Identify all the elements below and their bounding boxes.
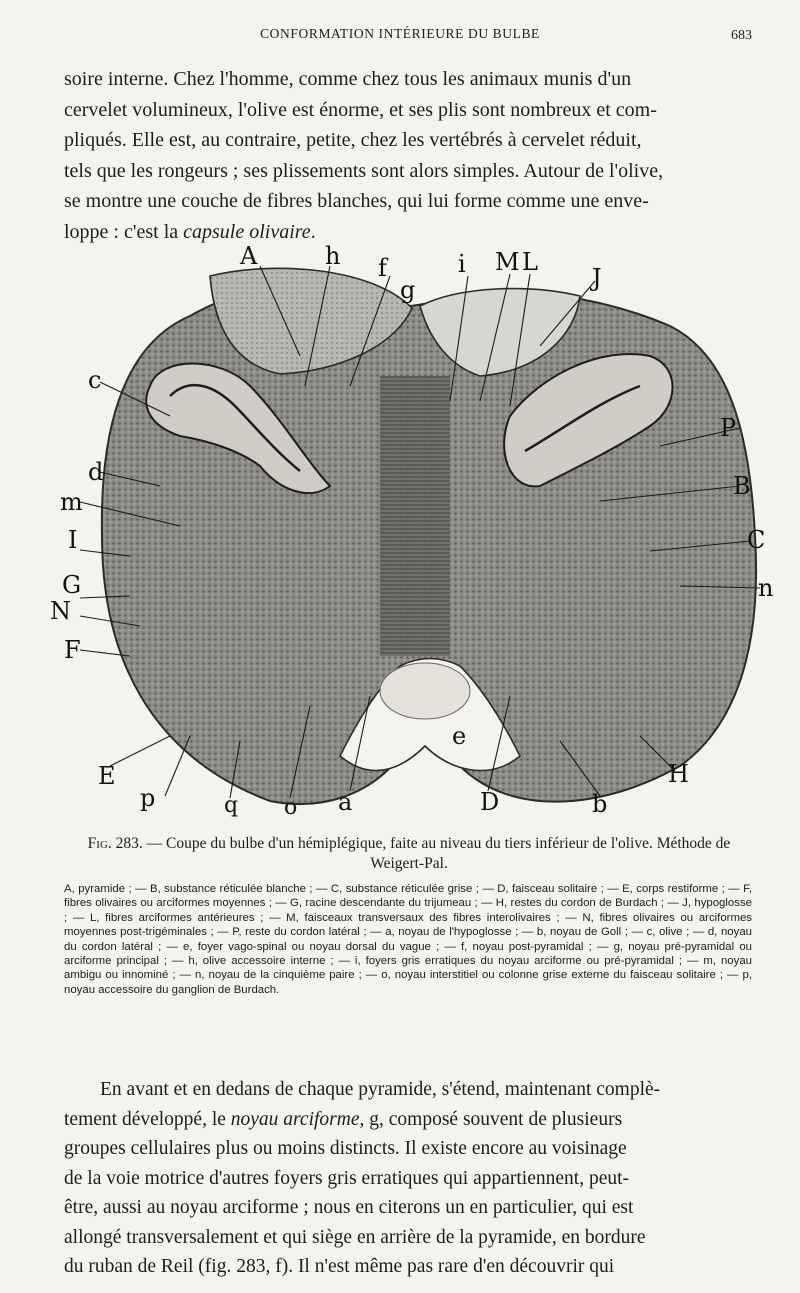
figure-label-N: N [50,597,71,625]
text-line: être, aussi au noyau arciforme ; nous en citerons un en particulier, qui est [64,1197,634,1218]
figure-label-g: g [400,276,416,304]
figure-label-c: c [88,366,102,394]
text-line: du ruban de Reil (fig. 283, f). Il n'est même pas rare d'en découvrir qui [64,1256,615,1277]
text-line: cervelet volumineux, l'olive est énorme, et ses plis sont nombreux et com- [64,98,657,121]
figure-label-q: q [224,793,239,818]
running-head: CONFORMATION INTÉRIEURE DU BULBE [260,26,540,41]
text-run: tement développé, le [64,1108,231,1130]
raphe-striations [380,376,450,656]
page-number: 683 [731,28,752,43]
text-run: . [310,220,316,243]
text-run: , g, composé souvent de plusieurs [359,1108,623,1130]
figure-label-F: F [64,636,81,664]
hypoglossal-nucleus [380,663,470,719]
figure-label-i: i [458,250,466,278]
bottom-paragraph [64,1075,754,1282]
figure-label-H: H [668,760,689,788]
page-header [0,22,800,50]
figure-label-L: L [522,248,538,276]
text-line: tels que les rongeurs ; ses plissements sont alors simples. Autour de l'olive, [64,159,664,182]
figure-label-n: n [758,574,774,602]
figure-label-C: C [747,526,766,554]
figure-label-I: I [68,526,78,554]
text-line: allongé transversalement et qui siège en arrière de la pyramide, en bordure [64,1226,646,1248]
figure-label-p: p [140,784,156,812]
caption-text: — Coupe du bulbe d'un hémiplégique, faite au niveau du tiers inférieur de l'olive. Méthode de Weigert-Pal. [142,835,731,872]
figure-label-d: d [88,458,104,486]
text-line: se montre une couche de fibres blanches, qui lui forme comme une enve- [64,190,649,212]
figure-label-D: D [480,788,500,816]
figure-label-P: P [720,414,737,442]
text-line: pliqués. Elle est, au contraire, petite, chez les vertébrés à cervelet réduit, [64,129,642,151]
text-line: soire interne. Chez l'homme, comme chez tous les animaux munis d'un [64,68,632,90]
figure-legend: A, pyramide ; — B, substance réticulée blanche ; — C, substance réticulée grise ; — D, faisceau solitaire ; — E, corps restiforme ; — F, fibres olivaires ou arciformes moyennes ; — G, racine descendante du trijumeau ; — H, restes du cordon de Burdach ; — J, hypoglosse ; — L, fibres arciformes antérieures ; — M, faisceaux transversaux des fibres interolivaires ; — N, fibres olivaires ou arciformes moyennes post-trigéminales ; — P, reste du cordon latéral ; — a, noyau de l'hypoglosse ; — b, noyau de Goll ; — c, olive ; — d, noyau du cordon latéral ; — e, foyer vago-spinal ou noyau dorsal du vague ; — f, noyau post-pyramidal ; — g, noyau pré-pyramidal ou arciforme principal ; — h, olive accessoire interne ; — i, foyers gris erratiques du noyau arciforme ou pré-pyramidal ; — m, noyau ambigu ou innominé ; — n, noyau de la cinquième paire ; — o, noyau interstitiel ou colonne grise externe du faisceau solitaire ; — p, noyau accessoire du ganglion de Burdach. [64,883,752,996]
text-line: groupes cellulaires plus ou moins distincts. Il existe encore au voisinage [64,1138,627,1159]
figure-label-f: f [378,254,387,282]
figure-label-E: E [98,762,116,790]
italic-term: noyau arciforme [230,1108,360,1130]
figure-label-J: J [592,264,602,292]
text-line [64,1105,754,1135]
text-run: loppe : c'est la [64,220,184,243]
medulla-section-figure [40,236,780,820]
text-line: de la voie motrice d'autres foyers gris erratiques qui appartiennent, peut- [64,1167,630,1189]
figure-number: Fig. 283. [87,835,143,852]
figure-caption [64,834,754,874]
figure-label-e: e [452,722,467,750]
figure-label-h: h [325,242,341,270]
italic-term: capsule olivaire [183,220,311,243]
figure-label-m: m [60,488,83,516]
text-line: En avant et en dedans de chaque pyramide, s'étend, maintenant complè- [100,1079,661,1100]
figure-label-b: b [592,790,608,818]
figure-label-G: G [62,571,82,599]
top-paragraph [64,64,752,247]
figure-label-A: A [240,242,258,270]
figure-label-a: a [338,788,353,816]
figure-label-B: B [733,472,751,500]
figure-label-M: M [495,248,520,276]
figure-label-o: o [284,795,298,820]
